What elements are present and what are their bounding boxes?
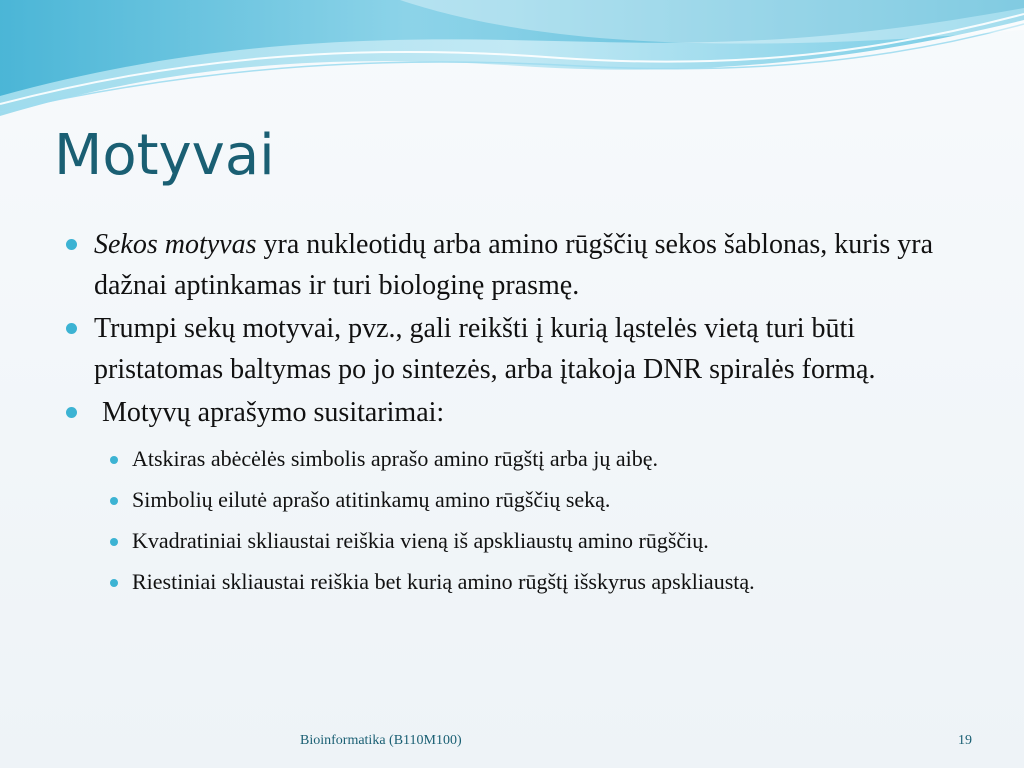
sub-bullet-dot-icon [110,497,118,505]
sub-bullet-text: Simbolių eilutė aprašo atitinkamų amino rūgščių seką. [132,487,611,512]
slide-title: Motyvai [54,123,275,188]
bullet-text [94,229,933,301]
sub-bullet-item [62,443,962,474]
sub-bullet-item [62,525,962,556]
bullet-dot-icon [66,407,77,418]
header-wave-decoration [0,0,1024,130]
bullet-rest-text: yra nukleotidų arba amino rūgščių sekos šablonas, kuris yra dažnai aptinkamas ir turi biologinę prasmę. [94,229,934,301]
slide-content [62,224,962,597]
bullet-dot-icon [66,323,77,334]
bullet-text: Motyvų aprašymo susitarimai: [102,397,445,428]
sub-bullet-dot-icon [110,579,118,587]
bullet-item [62,224,962,306]
sub-bullet-text: Riestiniai skliaustai reiškia bet kurią amino rūgštį išskyrus apskliaustą. [132,569,755,594]
sub-bullet-dot-icon [110,538,118,546]
bullet-item [62,308,962,390]
sub-bullet-item [62,566,962,597]
sub-bullet-text: Atskiras abėcėlės simbolis aprašo amino rūgštį arba jų aibę. [132,446,659,471]
sub-bullet-dot-icon [110,456,118,464]
bullet-dot-icon [66,239,77,250]
sub-bullet-text: Kvadratiniai skliaustai reiškia vieną iš apskliaustų amino rūgščių. [132,528,709,553]
bullet-item [62,392,962,433]
bullet-italic-term: Sekos motyvas [94,229,257,260]
footer-page-number: 19 [958,733,972,748]
bullet-text: Trumpi sekų motyvai, pvz., gali reikšti į kurią ląstelės vietą turi būti pristatomas baltymas po jo sintezės, arba įtakoja DNR spiralės formą. [94,313,876,385]
sub-bullet-item [62,484,962,515]
footer-course-name: Bioinformatika (B110M100) [300,733,462,748]
